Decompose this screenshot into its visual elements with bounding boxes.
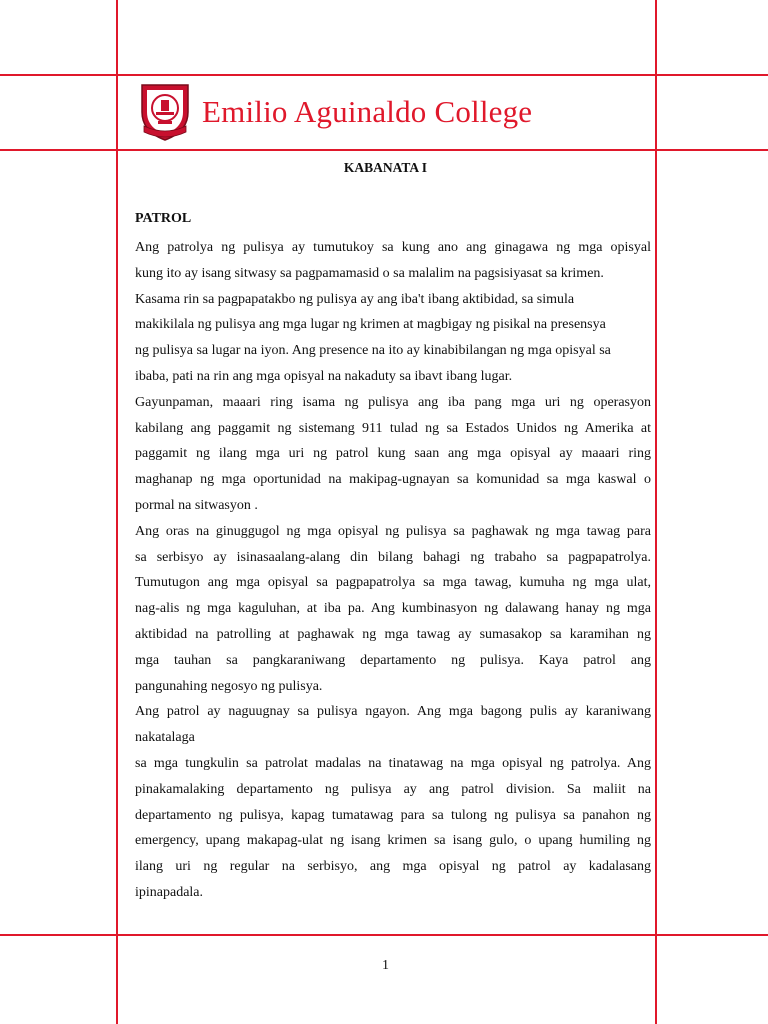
section-title: PATROL — [135, 211, 192, 226]
text-line: kung ito ay isang sitwasy sa pagpamamasid o sa malalim na pagsisiyasat sa krimen. — [135, 265, 604, 281]
text-line: pangunahing negosyo ng pulisya. — [135, 678, 323, 694]
text-line: departamento ng pulisya, kapag tumatawag para sa tulong ng pulisya sa panahon ng — [135, 807, 651, 823]
text-line: nakatalaga — [135, 730, 195, 746]
body-text — [135, 235, 651, 906]
margin-line-right — [655, 0, 657, 1024]
header-bottom-line — [0, 149, 768, 151]
text-line: ilang uri ng regular na serbisyo, ang mga opisyal ng patrol ay kadalasang — [135, 859, 651, 875]
text-line: kabilang ang paggamit ng sistemang 911 tulad ng sa Estados Unidos ng Amerika at — [135, 420, 651, 436]
text-line: sa serbisyo ay isinasaalang-alang din bilang bahagi ng trabaho sa pagpapatrolya. — [135, 549, 651, 565]
text-line: maghanap ng mga oportunidad na makipag-ugnayan sa komunidad sa mga kaswal o — [135, 472, 651, 488]
text-line: pinakamalaking departamento ng pulisya ay ang patrol division. Sa maliit na — [135, 781, 651, 797]
margin-line-left — [116, 0, 118, 1024]
text-line: ibaba, pati na rin ang mga opisyal na nakaduty sa ibavt ibang lugar. — [135, 368, 513, 384]
text-line: Ang patrol ay naguugnay sa pulisya ngayon. Ang mga bagong pulis ay karaniwang — [135, 704, 651, 720]
footer-line — [0, 934, 768, 936]
text-line: Kasama rin sa pagpapatakbo ng pulisya ay ang iba't ibang aktibidad, sa simula — [135, 291, 575, 307]
text-line: Ang patrolya ng pulisya ay tumutukoy sa kung ano ang ginagawa ng mga opisyal — [135, 240, 651, 255]
text-line: ipinapadala. — [135, 884, 204, 900]
text-line: makikilala ng pulisya ang mga lugar ng krimen at magbigay ng pisikal na presensya — [135, 317, 606, 333]
chapter-title: KABANATA I — [343, 160, 428, 175]
text-line: paggamit ng ilang mga uri ng patrol kung saan ang mga opisyal ay maaari ring — [135, 446, 651, 462]
college-name: Emilio Aguinaldo College — [202, 94, 533, 129]
text-line: emergency, upang makapag-ulat ng isang krimen sa isang gulo, o upang humiling ng — [135, 833, 651, 849]
document-header — [138, 80, 532, 144]
text-line: aktibidad na patrolling at paghawak ng mga tawag ay sumasakop sa karamihan ng — [135, 626, 651, 642]
header-top-line — [0, 74, 768, 76]
page-number: 1 — [382, 958, 389, 973]
text-line: mga tauhan sa pangkaraniwang departamento ng pulisya. Kaya patrol ang — [135, 652, 651, 668]
college-seal-icon — [138, 82, 192, 142]
text-line: Tumutugon ang mga opisyal sa pagpapatrolya sa mga tawag, kumuha ng mga ulat, — [135, 575, 651, 591]
text-line: ng pulisya sa lugar na iyon. Ang presence na ito ay kinabibilangan ng mga opisyal sa — [135, 343, 611, 359]
text-line: Ang oras na ginuggugol ng mga opisyal ng pulisya sa paghawak ng mga tawag para — [135, 523, 651, 539]
text-line: Gayunpaman, maaari ring isama ng pulisya ang iba pang mga uri ng operasyon — [135, 394, 651, 410]
text-line: sa mga tungkulin sa patrolat madalas na tinatawag na mga opisyal ng patrolya. Ang — [135, 755, 651, 771]
text-line: pormal na sitwasyon . — [135, 497, 258, 513]
text-line: nag-alis ng mga kaguluhan, at iba pa. Ang kumbinasyon ng dalawang hanay ng mga — [135, 601, 651, 617]
